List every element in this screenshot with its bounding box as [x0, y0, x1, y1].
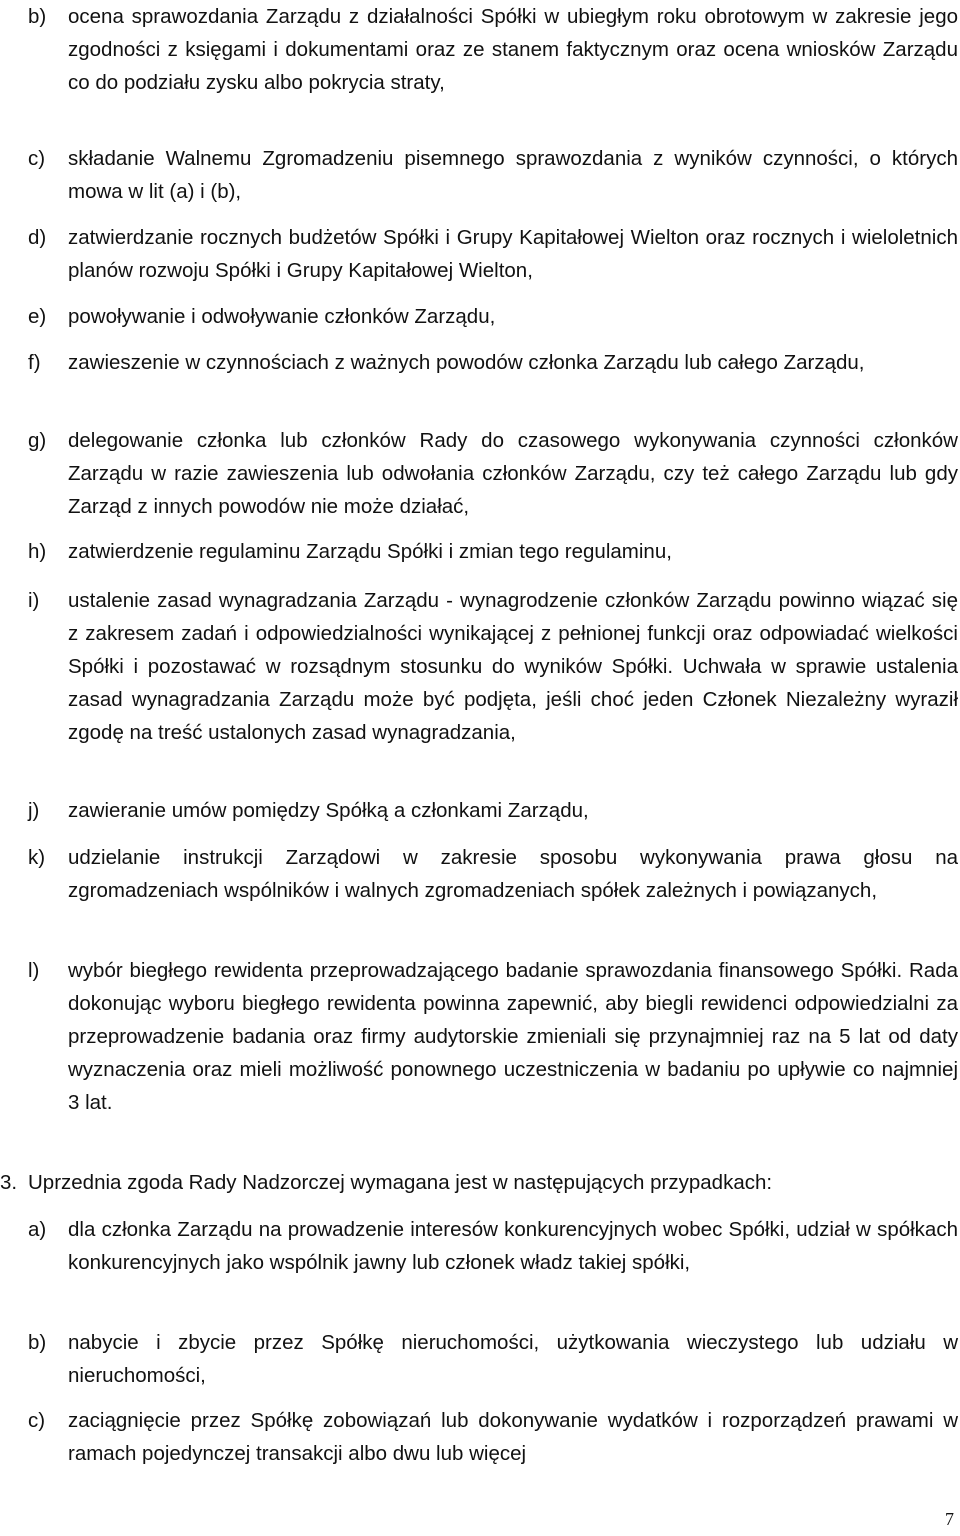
section-3-item-c	[28, 1404, 958, 1470]
list-item-l	[28, 954, 958, 1119]
section-3-item-a	[28, 1213, 958, 1279]
section-3-heading	[0, 1166, 958, 1199]
item-label: i)	[28, 589, 40, 612]
item-label: g)	[28, 429, 47, 452]
section-number: 3.	[0, 1171, 18, 1194]
item-text: udzielanie instrukcji Zarządowi w zakresie sposobu wykonywania prawa głosu na zgromadzeniach wspólników i walnych zgromadzeniach spółek zależnych i powiązanych,	[68, 846, 958, 902]
item-label: f)	[28, 351, 41, 374]
item-label: a)	[28, 1218, 47, 1241]
list-item-e	[28, 300, 958, 333]
item-text: nabycie i zbycie przez Spółkę nieruchomości, użytkowania wieczystego lub udziału w nieruchomości,	[68, 1331, 958, 1387]
item-text: dla członka Zarządu na prowadzenie interesów konkurencyjnych wobec Spółki, udział w spółkach konkurencyjnych jako wspólnik jawny lub członek władz takiej spółki,	[68, 1218, 958, 1274]
list-item-b	[28, 0, 958, 99]
list-item-f	[28, 346, 958, 379]
item-text: zaciągnięcie przez Spółkę zobowiązań lub dokonywanie wydatków i rozporządzeń prawami w ramach pojedynczej transakcji albo dwu lub więcej	[68, 1409, 958, 1465]
item-text: zatwierdzanie rocznych budżetów Spółki i Grupy Kapitałowej Wielton oraz rocznych i wieloletnich planów rozwoju Spółki i Grupy Kapitałowej Wielton,	[68, 226, 958, 282]
item-text: ocena sprawozdania Zarządu z działalności Spółki w ubiegłym roku obrotowym w zakresie jego zgodności z księgami i dokumentami oraz ze stanem faktycznym oraz ocena wniosków Zarządu co do podziału zysku albo pokrycia straty,	[68, 5, 958, 94]
item-label: e)	[28, 305, 47, 328]
list-item-i	[28, 584, 958, 749]
list-item-j	[28, 794, 958, 827]
item-text: powoływanie i odwoływanie członków Zarządu,	[68, 305, 496, 328]
item-label: l)	[28, 959, 40, 982]
list-item-d	[28, 221, 958, 287]
section-3-item-b	[28, 1326, 958, 1392]
item-text: ustalenie zasad wynagradzania Zarządu - wynagrodzenie członków Zarządu powinno wiązać się z zakresem zadań i odpowiedzialności wynikającej z pełnionej funkcji oraz odpowiadać wielkości Spółki i pozostawać w rozsądnym stosunku do wyników Spółki. Uchwała w sprawie ustalenia zasad wynagradzania Zarządu może być podjęta, jeśli choć jeden Członek Niezależny wyraził zgodę na treść ustalonych zasad wynagradzania,	[68, 589, 958, 744]
list-item-g	[28, 424, 958, 523]
item-label: k)	[28, 846, 46, 869]
item-label: d)	[28, 226, 47, 249]
item-text: składanie Walnemu Zgromadzeniu pisemnego sprawozdania z wyników czynności, o których mowa w lit (a) i (b),	[68, 147, 958, 203]
list-item-k	[28, 841, 958, 907]
list-item-c	[28, 142, 958, 208]
item-text: zawieszenie w czynnościach z ważnych powodów członka Zarządu lub całego Zarządu,	[68, 351, 865, 374]
item-label: b)	[28, 1331, 47, 1354]
list-item-h	[28, 535, 958, 568]
item-label: c)	[28, 1409, 46, 1432]
item-text: delegowanie członka lub członków Rady do czasowego wykonywania czynności członków Zarządu w razie zawieszenia lub odwołania członków Zarządu, czy też całego Zarządu lub gdy Zarząd z innych powodów nie może działać,	[68, 429, 958, 518]
item-label: b)	[28, 5, 47, 28]
item-label: j)	[28, 799, 40, 822]
item-label: h)	[28, 540, 47, 563]
item-text: zawieranie umów pomiędzy Spółką a członkami Zarządu,	[68, 799, 589, 822]
item-label: c)	[28, 147, 46, 170]
section-heading-text: Uprzednia zgoda Rady Nadzorczej wymagana jest w następujących przypadkach:	[28, 1171, 773, 1194]
item-text: zatwierdzenie regulaminu Zarządu Spółki i zmian tego regulaminu,	[68, 540, 672, 563]
page-number: 7	[945, 1509, 954, 1529]
item-text: wybór biegłego rewidenta przeprowadzającego badanie sprawozdania finansowego Spółki. Rada dokonując wyboru biegłego rewidenta powinna zapewnić, aby biegli rewidenci odpowiedzialni za przeprowadzenie badania oraz firmy audytorskie zmieniali się przynajmniej raz na 5 lat od daty wyznaczenia oraz mieli możliwość ponownego uczestniczenia w badaniu po upływie co najmniej 3 lat.	[68, 959, 958, 1114]
